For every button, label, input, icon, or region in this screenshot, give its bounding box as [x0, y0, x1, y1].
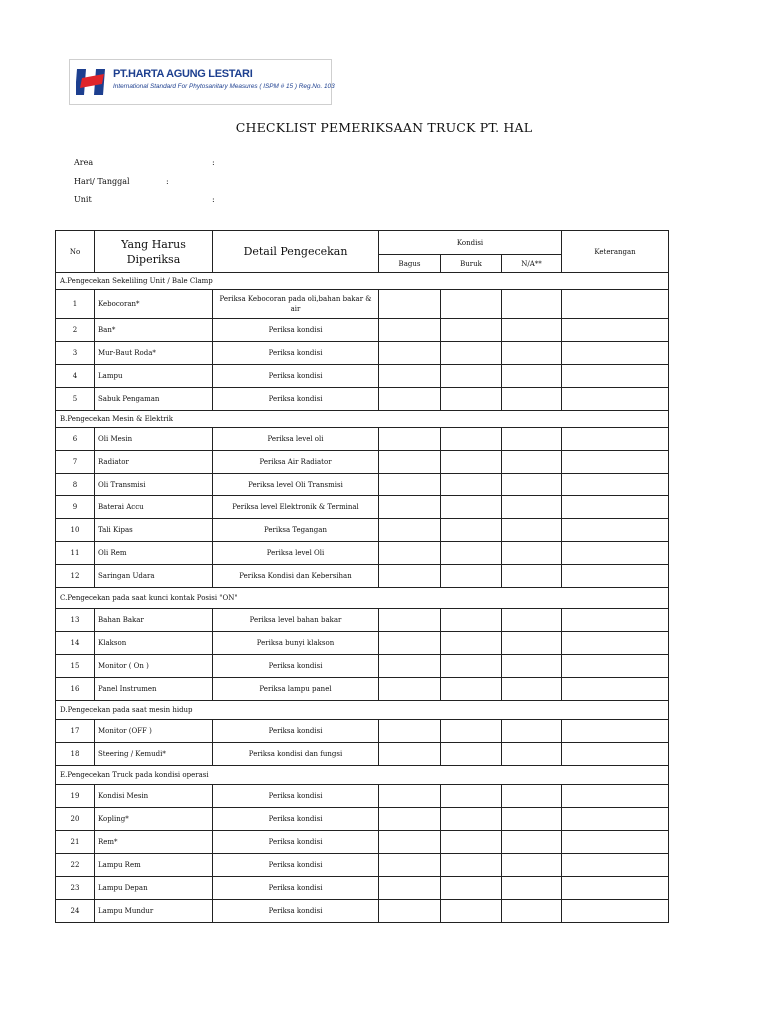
row-number: 6 — [56, 428, 95, 451]
cell-buruk[interactable] — [441, 854, 502, 877]
row-item: Oli Rem — [95, 542, 213, 565]
row-item: Sabuk Pengaman — [95, 388, 213, 411]
row-item: Monitor (OFF ) — [95, 720, 213, 743]
company-tagline: International Standard For Phytosanitary Measures ( ISPM # 15 ) Reg.No. 103 — [113, 83, 335, 90]
cell-buruk[interactable] — [441, 831, 502, 854]
row-detail: Periksa kondisi — [213, 365, 379, 388]
row-number: 13 — [56, 609, 95, 632]
table-row — [56, 365, 669, 388]
cell-buruk[interactable] — [441, 319, 502, 342]
table-row — [56, 609, 669, 632]
table-row — [56, 743, 669, 766]
cell-keterangan[interactable] — [562, 319, 669, 342]
cell-buruk[interactable] — [441, 290, 502, 319]
table-row — [56, 451, 669, 474]
table-row — [56, 428, 669, 451]
section-header-a — [56, 273, 669, 290]
section-header-c — [56, 588, 669, 609]
cell-keterangan[interactable] — [562, 365, 669, 388]
cell-buruk[interactable] — [441, 720, 502, 743]
cell-keterangan[interactable] — [562, 388, 669, 411]
row-detail: Periksa level bahan bakar — [213, 609, 379, 632]
table-row — [56, 519, 669, 542]
header-kondisi: Kondisi — [379, 231, 562, 255]
cell-bagus[interactable] — [379, 743, 441, 766]
row-item: Mur-Baut Roda* — [95, 342, 213, 365]
row-detail: Periksa level Elektronik & Terminal — [213, 496, 379, 519]
header-no: No — [56, 231, 95, 273]
row-item: Lampu Rem — [95, 854, 213, 877]
cell-buruk[interactable] — [441, 632, 502, 655]
row-item: Baterai Accu — [95, 496, 213, 519]
cell-na[interactable] — [502, 808, 562, 831]
row-number: 7 — [56, 451, 95, 474]
cell-buruk[interactable] — [441, 342, 502, 365]
row-detail: Periksa Tegangan — [213, 519, 379, 542]
cell-bagus[interactable] — [379, 565, 441, 588]
row-detail: Periksa kondisi dan fungsi — [213, 743, 379, 766]
cell-bagus[interactable] — [379, 388, 441, 411]
header-keterangan: Keterangan — [562, 231, 669, 273]
cell-bagus[interactable] — [379, 342, 441, 365]
cell-buruk[interactable] — [441, 808, 502, 831]
row-number: 8 — [56, 474, 95, 496]
row-item: Monitor ( On ) — [95, 655, 213, 678]
row-number: 21 — [56, 831, 95, 854]
cell-na[interactable] — [502, 632, 562, 655]
section-title: E.Pengecekan Truck pada kondisi operasi — [56, 766, 669, 785]
cell-na[interactable] — [502, 565, 562, 588]
table-row — [56, 388, 669, 411]
table-row — [56, 854, 669, 877]
cell-keterangan[interactable] — [562, 290, 669, 319]
section-title: D.Pengecekan pada saat mesin hidup — [56, 701, 669, 720]
cell-bagus[interactable] — [379, 655, 441, 678]
row-detail: Periksa kondisi — [213, 720, 379, 743]
row-item: Ban* — [95, 319, 213, 342]
table-row — [56, 720, 669, 743]
cell-na[interactable] — [502, 720, 562, 743]
cell-buruk[interactable] — [441, 428, 502, 451]
page-title: CHECKLIST PEMERIKSAAN TRUCK PT. HAL — [235, 120, 533, 135]
cell-buruk[interactable] — [441, 678, 502, 701]
cell-na[interactable] — [502, 451, 562, 474]
table-row — [56, 632, 669, 655]
cell-buruk[interactable] — [441, 565, 502, 588]
row-item: Lampu — [95, 365, 213, 388]
cell-bagus[interactable] — [379, 831, 441, 854]
table-row — [56, 319, 669, 342]
row-number: 22 — [56, 854, 95, 877]
row-number: 11 — [56, 542, 95, 565]
cell-na[interactable] — [502, 854, 562, 877]
row-detail: Periksa kondisi — [213, 655, 379, 678]
cell-na[interactable] — [502, 388, 562, 411]
section-title: B.Pengecekan Mesin & Elektrik — [56, 411, 669, 428]
row-number: 18 — [56, 743, 95, 766]
row-detail: Periksa lampu panel — [213, 678, 379, 701]
row-item: Kebocoran* — [95, 290, 213, 319]
cell-keterangan[interactable] — [562, 474, 669, 496]
row-item: Saringan Udara — [95, 565, 213, 588]
cell-keterangan[interactable] — [562, 342, 669, 365]
cell-keterangan[interactable] — [562, 720, 669, 743]
row-item: Lampu Mundur — [95, 900, 213, 923]
table-row — [56, 474, 669, 496]
cell-bagus[interactable] — [379, 720, 441, 743]
row-item: Oli Transmisi — [95, 474, 213, 496]
cell-buruk[interactable] — [441, 609, 502, 632]
cell-keterangan[interactable] — [562, 831, 669, 854]
company-logo-icon — [76, 65, 110, 99]
cell-bagus[interactable] — [379, 290, 441, 319]
table-row — [56, 831, 669, 854]
row-detail: Periksa kondisi — [213, 808, 379, 831]
cell-buruk[interactable] — [441, 365, 502, 388]
cell-bagus[interactable] — [379, 808, 441, 831]
section-title: C.Pengecekan pada saat kunci kontak Posisi "ON" — [56, 588, 669, 609]
row-detail: Periksa kondisi — [213, 785, 379, 808]
header-na: N/A** — [502, 255, 562, 273]
cell-keterangan[interactable] — [562, 785, 669, 808]
row-detail: Periksa bunyi klakson — [213, 632, 379, 655]
row-number: 9 — [56, 496, 95, 519]
cell-bagus[interactable] — [379, 428, 441, 451]
cell-na[interactable] — [502, 342, 562, 365]
cell-bagus[interactable] — [379, 496, 441, 519]
cell-na[interactable] — [502, 678, 562, 701]
row-number: 5 — [56, 388, 95, 411]
company-name: PT.HARTA AGUNG LESTARI — [113, 68, 253, 80]
cell-na[interactable] — [502, 831, 562, 854]
cell-buruk[interactable] — [441, 388, 502, 411]
row-item: Panel Instrumen — [95, 678, 213, 701]
table-row — [56, 290, 669, 319]
cell-buruk[interactable] — [441, 474, 502, 496]
cell-na[interactable] — [502, 428, 562, 451]
row-number: 19 — [56, 785, 95, 808]
table-row — [56, 785, 669, 808]
table-row — [56, 342, 669, 365]
cell-na[interactable] — [502, 877, 562, 900]
row-item: Kondisi Mesin — [95, 785, 213, 808]
row-number: 23 — [56, 877, 95, 900]
row-number: 14 — [56, 632, 95, 655]
row-number: 24 — [56, 900, 95, 923]
row-number: 12 — [56, 565, 95, 588]
cell-keterangan[interactable] — [562, 877, 669, 900]
row-number: 16 — [56, 678, 95, 701]
cell-keterangan[interactable] — [562, 808, 669, 831]
company-logo — [69, 59, 335, 105]
row-detail: Periksa Kebocoran pada oli,bahan bakar & air — [213, 290, 379, 319]
header-buruk: Buruk — [441, 255, 502, 273]
row-number: 10 — [56, 519, 95, 542]
cell-keterangan[interactable] — [562, 900, 669, 923]
cell-na[interactable] — [502, 319, 562, 342]
field-hari-colon: : — [166, 177, 169, 186]
row-item: Rem* — [95, 831, 213, 854]
row-number: 1 — [56, 290, 95, 319]
cell-buruk[interactable] — [441, 743, 502, 766]
row-detail: Periksa Kondisi dan Kebersihan — [213, 565, 379, 588]
row-item: Steering / Kemudi* — [95, 743, 213, 766]
checklist-table — [55, 230, 669, 923]
row-number: 4 — [56, 365, 95, 388]
row-number: 2 — [56, 319, 95, 342]
row-detail: Periksa kondisi — [213, 831, 379, 854]
cell-buruk[interactable] — [441, 785, 502, 808]
cell-keterangan[interactable] — [562, 854, 669, 877]
cell-buruk[interactable] — [441, 519, 502, 542]
table-row — [56, 877, 669, 900]
cell-keterangan[interactable] — [562, 743, 669, 766]
cell-bagus[interactable] — [379, 785, 441, 808]
row-detail: Periksa kondisi — [213, 900, 379, 923]
cell-buruk[interactable] — [441, 900, 502, 923]
cell-bagus[interactable] — [379, 365, 441, 388]
cell-bagus[interactable] — [379, 854, 441, 877]
field-unit-colon: : — [212, 195, 215, 204]
row-number: 15 — [56, 655, 95, 678]
table-row — [56, 496, 669, 519]
cell-keterangan[interactable] — [562, 451, 669, 474]
table-row — [56, 542, 669, 565]
section-header-d — [56, 701, 669, 720]
cell-na[interactable] — [502, 542, 562, 565]
header-detail: Detail Pengecekan — [213, 231, 379, 273]
row-number: 17 — [56, 720, 95, 743]
cell-keterangan[interactable] — [562, 565, 669, 588]
header-bagus: Bagus — [379, 255, 441, 273]
cell-bagus[interactable] — [379, 877, 441, 900]
cell-buruk[interactable] — [441, 496, 502, 519]
cell-keterangan[interactable] — [562, 519, 669, 542]
cell-na[interactable] — [502, 655, 562, 678]
row-detail: Periksa kondisi — [213, 388, 379, 411]
cell-bagus[interactable] — [379, 474, 441, 496]
cell-buruk[interactable] — [441, 877, 502, 900]
row-item: Bahan Bakar — [95, 609, 213, 632]
cell-na[interactable] — [502, 743, 562, 766]
field-hari-label: Hari/ Tanggal — [74, 177, 130, 186]
cell-keterangan[interactable] — [562, 655, 669, 678]
cell-na[interactable] — [502, 365, 562, 388]
cell-keterangan[interactable] — [562, 678, 669, 701]
row-item: Kopling* — [95, 808, 213, 831]
row-item: Lampu Depan — [95, 877, 213, 900]
table-row — [56, 678, 669, 701]
row-number: 3 — [56, 342, 95, 365]
cell-bagus[interactable] — [379, 609, 441, 632]
cell-na[interactable] — [502, 496, 562, 519]
cell-na[interactable] — [502, 290, 562, 319]
cell-buruk[interactable] — [441, 451, 502, 474]
cell-keterangan[interactable] — [562, 542, 669, 565]
section-header-b — [56, 411, 669, 428]
row-detail: Periksa kondisi — [213, 854, 379, 877]
row-detail: Periksa kondisi — [213, 319, 379, 342]
cell-keterangan[interactable] — [562, 428, 669, 451]
cell-buruk[interactable] — [441, 655, 502, 678]
row-detail: Periksa level oli — [213, 428, 379, 451]
cell-bagus[interactable] — [379, 519, 441, 542]
row-item: Tali Kipas — [95, 519, 213, 542]
table-row — [56, 655, 669, 678]
cell-bagus[interactable] — [379, 678, 441, 701]
cell-keterangan[interactable] — [562, 496, 669, 519]
cell-bagus[interactable] — [379, 632, 441, 655]
cell-keterangan[interactable] — [562, 609, 669, 632]
section-title: A.Pengecekan Sekeliling Unit / Bale Clamp — [56, 273, 669, 290]
cell-na[interactable] — [502, 785, 562, 808]
cell-bagus[interactable] — [379, 319, 441, 342]
row-detail: Periksa Air Radiator — [213, 451, 379, 474]
row-detail: Periksa level Oli Transmisi — [213, 474, 379, 496]
table-row — [56, 808, 669, 831]
cell-na[interactable] — [502, 609, 562, 632]
row-detail: Periksa kondisi — [213, 342, 379, 365]
cell-keterangan[interactable] — [562, 632, 669, 655]
row-item: Oli Mesin — [95, 428, 213, 451]
cell-bagus[interactable] — [379, 900, 441, 923]
table-row — [56, 900, 669, 923]
cell-buruk[interactable] — [441, 542, 502, 565]
row-item: Klakson — [95, 632, 213, 655]
cell-na[interactable] — [502, 519, 562, 542]
field-unit-label: Unit — [74, 195, 92, 204]
row-detail: Periksa level Oli — [213, 542, 379, 565]
field-area-colon: : — [212, 158, 215, 167]
row-number: 20 — [56, 808, 95, 831]
table-row — [56, 565, 669, 588]
cell-bagus[interactable] — [379, 542, 441, 565]
cell-na[interactable] — [502, 900, 562, 923]
cell-na[interactable] — [502, 474, 562, 496]
header-item: Yang Harus Diperiksa — [95, 231, 213, 273]
cell-bagus[interactable] — [379, 451, 441, 474]
field-area-label: Area — [74, 158, 94, 167]
row-detail: Periksa kondisi — [213, 877, 379, 900]
row-item: Radiator — [95, 451, 213, 474]
section-header-e — [56, 766, 669, 785]
